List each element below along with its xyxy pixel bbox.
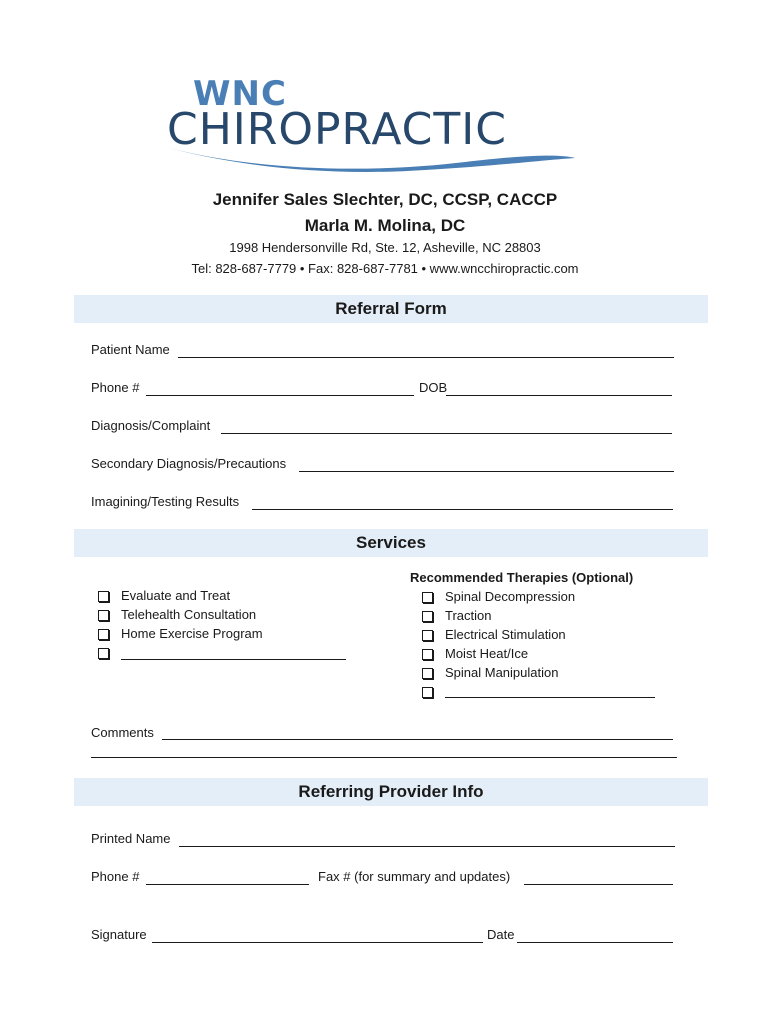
fax-label: Fax # (for summary and updates) [318,869,511,884]
other-service-field[interactable] [121,659,346,660]
secondary-diagnosis-label: Secondary Diagnosis/Precautions [91,456,287,471]
electrical-stimulation-checkbox[interactable] [422,630,433,641]
imaging-field[interactable] [252,509,673,510]
other-service-checkbox[interactable] [98,648,109,659]
home-exercise-label: Home Exercise Program [121,626,263,641]
traction-checkbox[interactable] [422,611,433,622]
dob-field[interactable] [446,395,672,396]
clinic-logo [165,70,585,175]
spinal-manipulation-label: Spinal Manipulation [445,665,559,680]
other-therapy-checkbox[interactable] [422,687,433,698]
patient-name-label: Patient Name [91,342,170,357]
logo-swoosh-icon [165,70,585,175]
spinal-decompression-label: Spinal Decompression [445,589,576,604]
other-therapy-field[interactable] [445,697,655,698]
provider-phone-field[interactable] [146,884,309,885]
provider-name-1: Jennifer Sales Slechter, DC, CCSP, CACCP [212,190,558,209]
imaging-label: Imagining/Testing Results [91,494,240,509]
phone-field[interactable] [146,395,414,396]
signature-field[interactable] [152,942,483,943]
logo-wnc-text: WNC [193,74,287,114]
therapies-title: Recommended Therapies (Optional) [410,570,634,585]
electrical-stimulation-label: Electrical Stimulation [445,627,566,642]
phone-label: Phone # [91,380,140,395]
patient-name-field[interactable] [178,357,674,358]
provider-name-2: Marla M. Molina, DC [304,216,466,235]
comments-field-line-2[interactable] [91,757,677,758]
spinal-decompression-checkbox[interactable] [422,592,433,603]
evaluate-treat-checkbox[interactable] [98,591,109,602]
home-exercise-checkbox[interactable] [98,629,109,640]
traction-label: Traction [445,608,492,623]
clinic-contact: Tel: 828-687-7779 • Fax: 828-687-7781 • www.wncchiropractic.com [191,261,579,276]
telehealth-label: Telehealth Consultation [121,607,257,622]
printed-name-label: Printed Name [91,831,171,846]
diagnosis-label: Diagnosis/Complaint [91,418,211,433]
moist-heat-checkbox[interactable] [422,649,433,660]
telehealth-checkbox[interactable] [98,610,109,621]
logo-chiropractic-text: CHIROPRACTIC [167,104,507,155]
spinal-manipulation-checkbox[interactable] [422,668,433,679]
referral-form-header: Referral Form [74,295,708,323]
provider-info-header: Referring Provider Info [74,778,708,806]
clinic-address: 1998 Hendersonville Rd, Ste. 12, Asheville, NC 28803 [229,240,541,255]
comments-field-line-1[interactable] [162,739,673,740]
fax-field[interactable] [524,884,673,885]
provider-phone-label: Phone # [91,869,140,884]
comments-label: Comments [91,725,154,740]
date-field[interactable] [517,942,673,943]
evaluate-treat-label: Evaluate and Treat [121,588,231,603]
date-label: Date [487,927,515,942]
services-header: Services [74,529,708,557]
printed-name-field[interactable] [179,846,675,847]
signature-label: Signature [91,927,147,942]
secondary-diagnosis-field[interactable] [299,471,674,472]
dob-label: DOB [419,380,448,395]
moist-heat-label: Moist Heat/Ice [445,646,529,661]
diagnosis-field[interactable] [221,433,672,434]
